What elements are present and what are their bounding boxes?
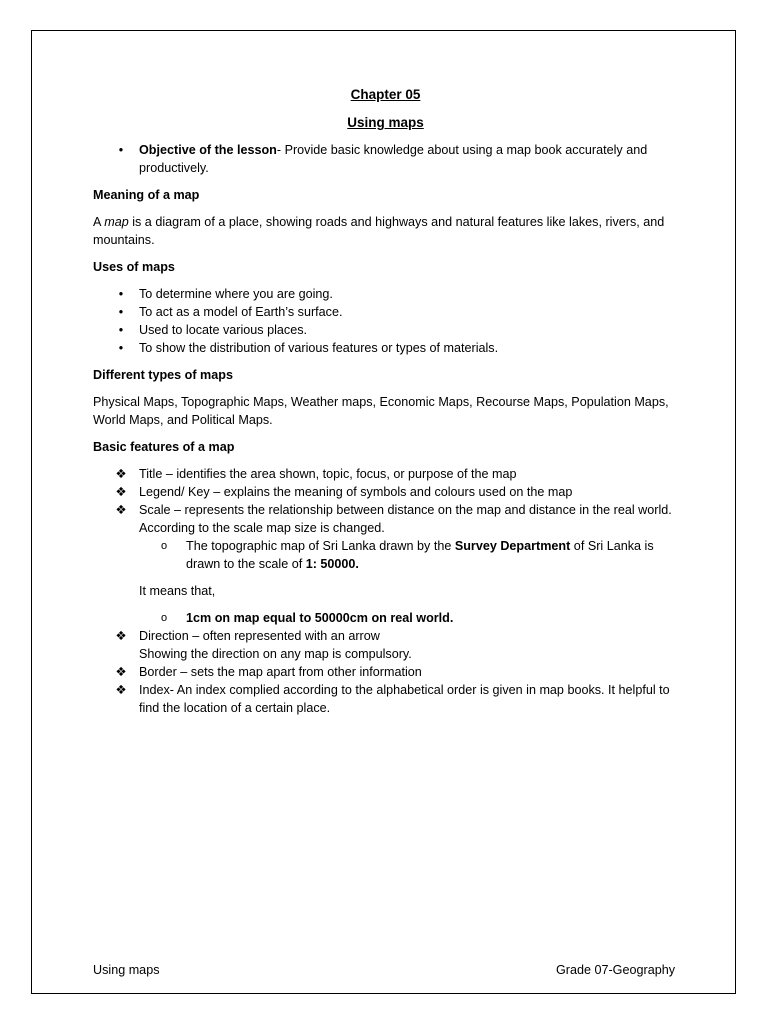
use-text: To determine where you are going.: [139, 287, 333, 301]
chapter-title: Chapter 05: [350, 87, 421, 102]
bullet-icon: •: [118, 143, 124, 157]
meaning-text: is a diagram of a place, showing roads and highways and natural features like lakes, rivers, and mountains.: [93, 215, 665, 247]
feature-text: Scale – represents the relationship between distance on the map and distance in the real world. According to the scale map size is changed.: [139, 503, 672, 535]
direction-note: Showing the direction on any map is compulsory.: [139, 647, 412, 661]
circle-bullet-icon: o: [161, 540, 168, 552]
objective-label: Objective of the lesson: [139, 143, 277, 157]
types-heading: Different types of maps: [93, 368, 233, 382]
list-item: [93, 285, 678, 303]
feature-scale-item: [93, 501, 678, 537]
diamond-bullet-icon: ❖: [115, 467, 127, 481]
scale-sub-item: [93, 537, 678, 573]
diamond-bullet-icon: ❖: [115, 683, 127, 697]
footer-left: Using maps: [93, 963, 160, 977]
lesson-title: Using maps: [347, 115, 424, 130]
spacer: [93, 573, 678, 582]
bullet-icon: •: [118, 287, 124, 301]
means-sub-text: 1cm on map equal to 50000cm on real world.: [186, 611, 454, 625]
meaning-term: map: [104, 215, 129, 229]
feature-border-item: [93, 663, 678, 681]
feature-title-item: [93, 465, 678, 483]
diamond-bullet-icon: ❖: [115, 485, 127, 499]
bullet-icon: •: [118, 305, 124, 319]
scale-sub-mid: of Sri Lanka is drawn to the scale of: [186, 539, 654, 571]
uses-heading: Uses of maps: [93, 260, 175, 274]
objective-text: - Provide basic knowledge about using a map book accurately and productively.: [139, 143, 648, 175]
survey-department: Survey Department: [454, 539, 571, 553]
spacer: [93, 600, 678, 609]
features-list-continued: [93, 627, 678, 717]
feature-text: Index- An index complied according to the alphabetical order is given in map books. It helpful to find the location of a certain place.: [139, 683, 670, 715]
features-list: [93, 465, 678, 537]
feature-index-item: [93, 681, 678, 717]
scale-ratio: 1: 50000.: [305, 557, 359, 571]
means-sub-item: [93, 609, 678, 627]
circle-bullet-icon: o: [161, 612, 168, 624]
use-text: To act as a model of Earth’s surface.: [139, 305, 343, 319]
list-item: [93, 321, 678, 339]
diamond-bullet-icon: ❖: [115, 665, 127, 679]
feature-text: Border – sets the map apart from other information: [139, 665, 422, 679]
means-text: It means that,: [139, 584, 216, 598]
meaning-paragraph: [93, 213, 678, 249]
list-item: [93, 303, 678, 321]
use-text: Used to locate various places.: [139, 323, 308, 337]
bullet-icon: •: [118, 323, 124, 337]
meaning-pre: A: [93, 215, 105, 229]
feature-legend-item: [93, 483, 678, 501]
diamond-bullet-icon: ❖: [115, 629, 127, 643]
types-paragraph: Physical Maps, Topographic Maps, Weather maps, Economic Maps, Recourse Maps, Population Maps, World Maps, and Political Maps.: [93, 395, 669, 427]
objective-item: [93, 141, 678, 177]
diamond-bullet-icon: ❖: [115, 503, 127, 517]
footer-right: Grade 07-Geography: [555, 963, 675, 977]
document-body: [93, 86, 678, 717]
uses-list: [93, 285, 678, 357]
bullet-icon: •: [118, 341, 124, 355]
feature-text: Title – identifies the area shown, topic, focus, or purpose of the map: [139, 467, 517, 481]
feature-direction-item: [93, 627, 678, 663]
scale-sub-pre: The topographic map of Sri Lanka drawn by the: [186, 539, 455, 553]
list-item: [93, 339, 678, 357]
meaning-heading: Meaning of a map: [93, 188, 200, 202]
use-text: To show the distribution of various features or types of materials.: [139, 341, 499, 355]
features-heading: Basic features of a map: [93, 440, 235, 454]
feature-text: Legend/ Key – explains the meaning of symbols and colours used on the map: [139, 485, 573, 499]
feature-text: Direction – often represented with an arrow: [139, 629, 380, 643]
